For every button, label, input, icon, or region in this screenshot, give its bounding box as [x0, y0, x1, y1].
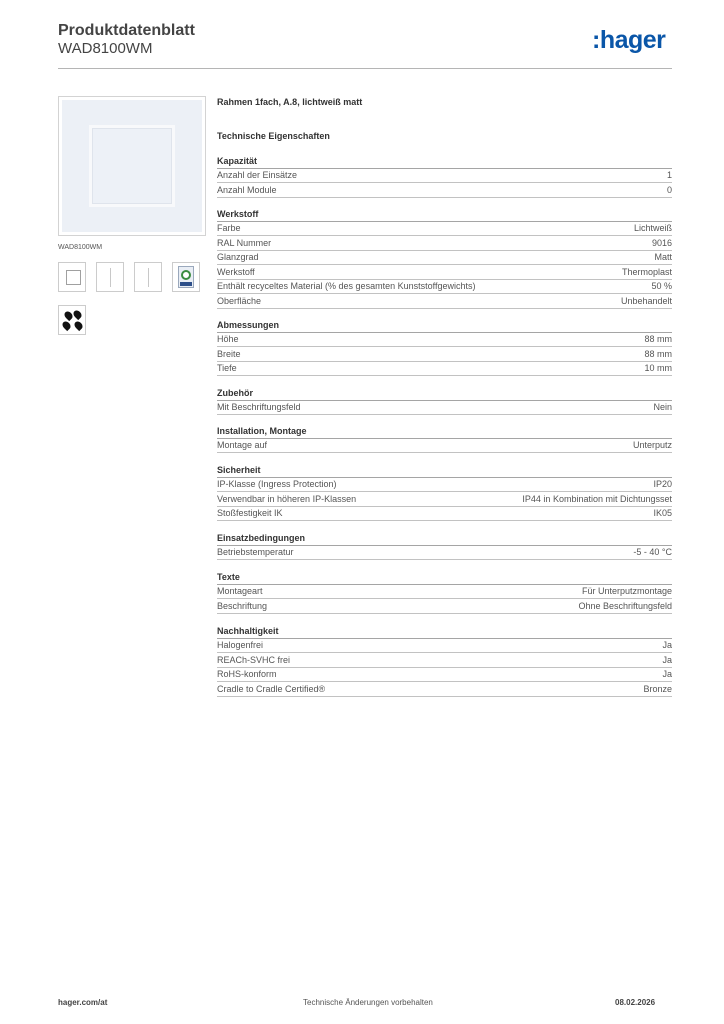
spec-row: [217, 600, 672, 614]
spec-value: Bronze: [643, 683, 672, 694]
spec-row: [217, 362, 672, 376]
spec-row: [217, 507, 672, 521]
article-number: WAD8100WM: [58, 40, 153, 57]
spec-value: Matt: [654, 252, 672, 262]
spec-value: IP44 in Kombination mit Dichtungsset: [522, 493, 672, 504]
spec-label: Farbe: [217, 223, 241, 233]
spec-value: Ohne Beschriftungsfeld: [578, 600, 672, 611]
spec-row: [217, 401, 672, 415]
spec-label: Cradle to Cradle Certified®: [217, 683, 326, 694]
spec-value: 9016: [651, 237, 672, 248]
section-title: Sicherheit: [217, 465, 672, 478]
spec-row: [217, 654, 672, 668]
spec-row: [217, 251, 672, 265]
spec-label: Montageart: [217, 586, 263, 596]
footer-notice: Technische Änderungen vorbehalten: [303, 998, 433, 1007]
spec-label: Anzahl Module: [217, 184, 277, 195]
spec-row: [217, 333, 672, 347]
spec-row: [217, 478, 672, 492]
spec-label: Halogenfrei: [217, 640, 264, 650]
spec-label: Glanzgrad: [217, 252, 259, 262]
spec-row: [217, 546, 672, 560]
section-title: Werkstoff: [217, 209, 672, 222]
spec-row: [217, 169, 672, 183]
spec-row: [217, 639, 672, 653]
spec-value: Nein: [653, 402, 672, 412]
spec-row: [217, 585, 672, 599]
spec-row: [217, 237, 672, 251]
spec-row: [217, 683, 672, 697]
spec-value: Thermoplast: [621, 266, 672, 277]
frame-outline-icon[interactable]: [58, 262, 86, 292]
section-title: Installation, Montage: [217, 426, 672, 439]
section-title: Texte: [217, 572, 672, 585]
spec-label: Betriebstemperatur: [217, 547, 294, 557]
spec-label: Verwendbar in höheren IP-Klassen: [217, 493, 357, 504]
section-title: Nachhaltigkeit: [217, 626, 672, 639]
spec-value: Lichtweiß: [633, 223, 672, 233]
spec-label: Breite: [217, 348, 241, 359]
side-profile-icon[interactable]: [96, 262, 124, 292]
certification-label-icon[interactable]: [172, 262, 200, 292]
footer-date: 08.02.2026: [615, 998, 656, 1007]
section-title: Abmessungen: [217, 320, 672, 333]
spec-row: [217, 184, 672, 198]
spec-row: [217, 493, 672, 507]
spec-value: 88 mm: [644, 348, 672, 359]
spec-value: 1: [666, 170, 672, 180]
product-image-caption: WAD8100WM: [58, 244, 103, 251]
water-drops-icon: [58, 305, 86, 335]
spec-row: [217, 295, 672, 309]
spec-label: Stoßfestigkeit IK: [217, 508, 283, 518]
product-name: Rahmen 1fach, A.8, lichtweiß matt: [217, 97, 363, 107]
spec-value: 0: [666, 184, 672, 195]
spec-row: [217, 266, 672, 280]
section-title: Zubehör: [217, 388, 672, 401]
spec-value: Ja: [662, 640, 672, 650]
spec-label: RAL Nummer: [217, 237, 272, 248]
spec-value: IP20: [653, 479, 672, 489]
section-title: Einsatzbedingungen: [217, 533, 672, 546]
spec-row: [217, 348, 672, 362]
product-image: [58, 96, 206, 236]
spec-value: Für Unterputzmontage: [581, 586, 672, 596]
spec-value: Unbehandelt: [620, 295, 672, 306]
footer-website: hager.com/at: [58, 998, 108, 1007]
frame-image-opening: [89, 125, 175, 207]
spec-row: [217, 280, 672, 294]
spec-value: Unterputz: [632, 440, 672, 450]
spec-value: IK05: [653, 508, 672, 518]
tech-properties-title: Technische Eigenschaften: [217, 131, 330, 141]
spec-label: RoHS-konform: [217, 669, 277, 679]
side-profile-icon[interactable]: [134, 262, 162, 292]
spec-row: [217, 668, 672, 682]
spec-value: Ja: [662, 654, 672, 665]
spec-label: Werkstoff: [217, 266, 255, 277]
spec-label: Anzahl der Einsätze: [217, 170, 298, 180]
spec-row: [217, 439, 672, 453]
spec-value: 88 mm: [644, 334, 672, 344]
hager-logo: :hager: [592, 26, 666, 54]
spec-value: -5 - 40 °C: [633, 547, 672, 557]
frame-image-outer: [62, 100, 202, 232]
page-title: Produktdatenblatt: [58, 22, 195, 39]
spec-label: Beschriftung: [217, 600, 268, 611]
spec-label: Enthält recyceltes Material (% des gesamten Kunststoffgewichts): [217, 281, 476, 291]
spec-label: Montage auf: [217, 440, 268, 450]
section-title: Kapazität: [217, 156, 672, 169]
spec-label: Tiefe: [217, 363, 237, 373]
spec-value: 50 %: [651, 281, 672, 291]
spec-value: Ja: [662, 669, 672, 679]
spec-label: REACh-SVHC frei: [217, 654, 291, 665]
spec-row: [217, 222, 672, 236]
header-divider: [58, 68, 672, 69]
spec-label: Oberfläche: [217, 295, 262, 306]
spec-label: Mit Beschriftungsfeld: [217, 402, 301, 412]
spec-label: Höhe: [217, 334, 239, 344]
spec-value: 10 mm: [644, 363, 672, 373]
spec-label: IP-Klasse (Ingress Protection): [217, 479, 337, 489]
